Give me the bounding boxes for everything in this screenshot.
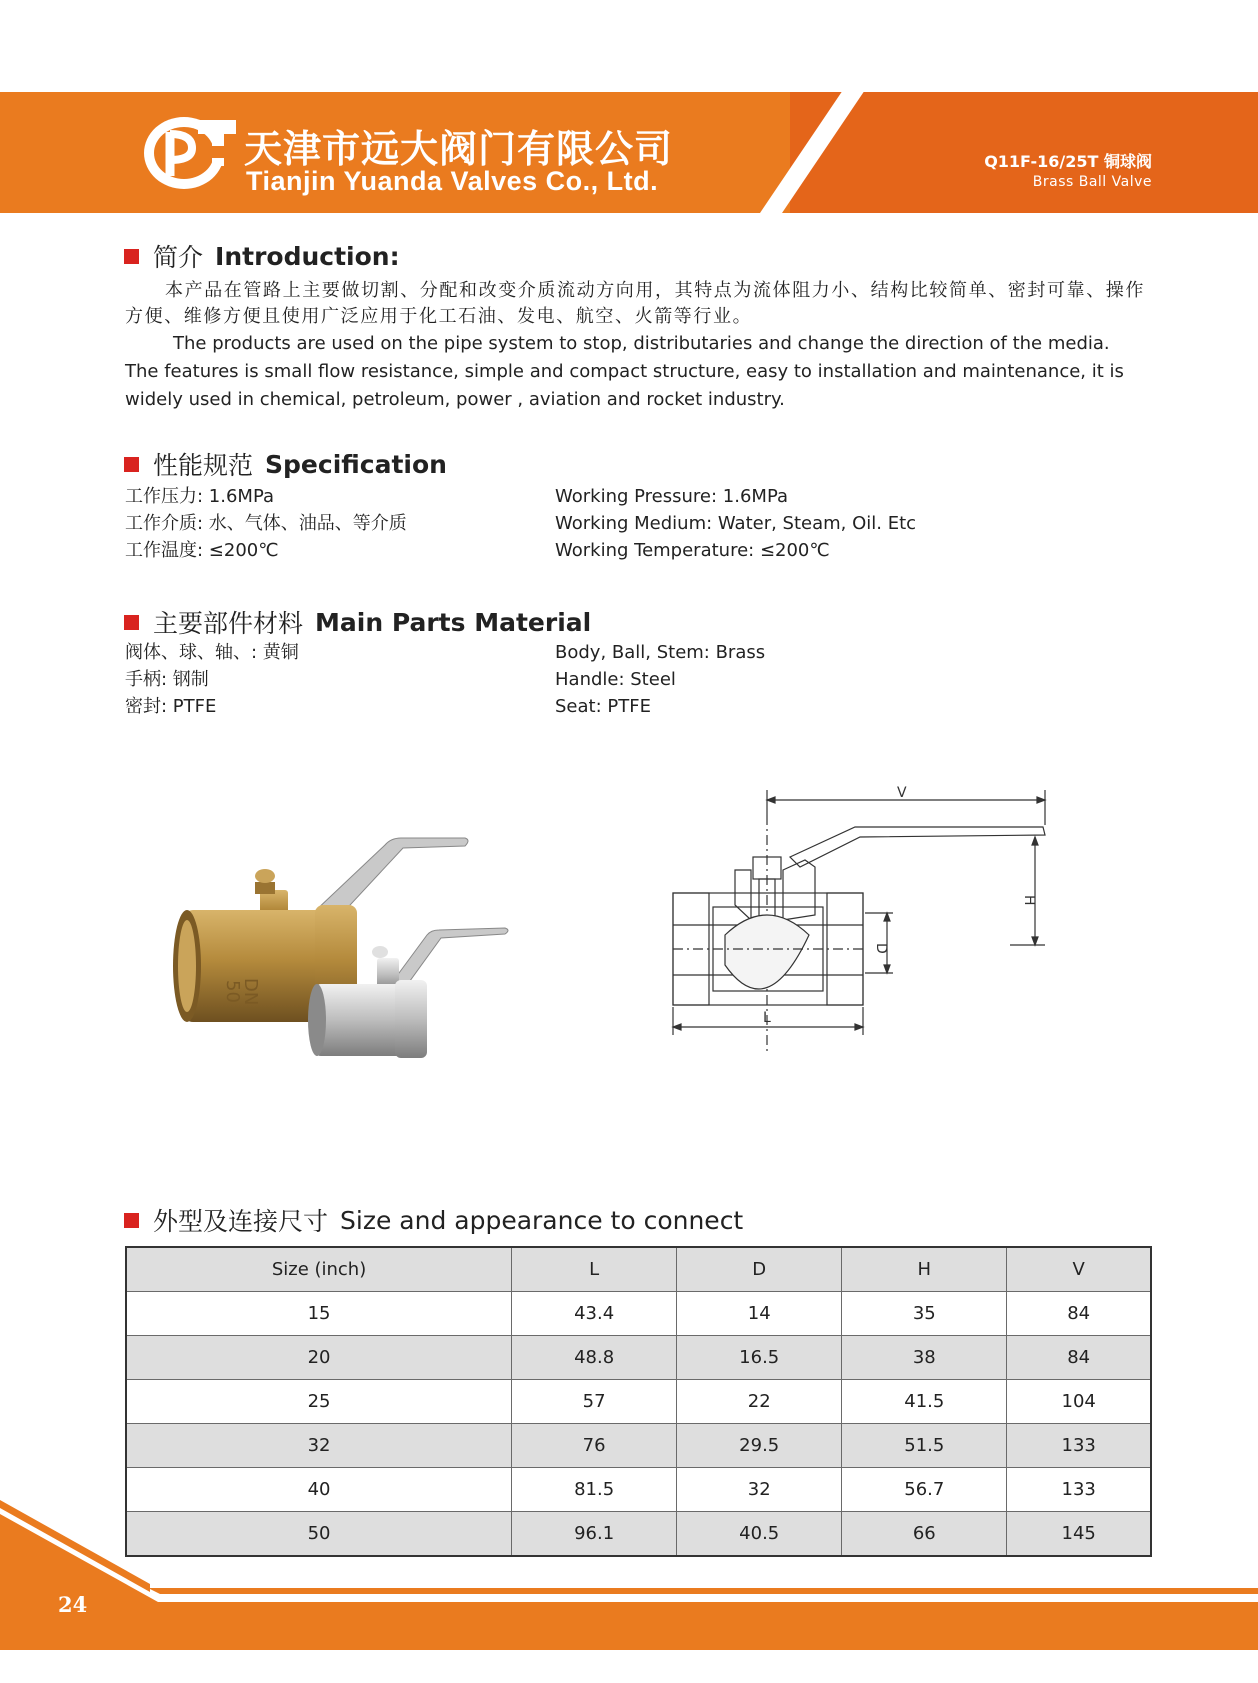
table-cell: 40 — [126, 1468, 512, 1512]
table-cell: 133 — [1007, 1468, 1151, 1512]
table-cell: 50 — [126, 1512, 512, 1557]
table-cell: 48.8 — [512, 1336, 677, 1380]
spec-heading — [124, 446, 447, 482]
column-header: V — [1007, 1247, 1151, 1292]
footer-band — [0, 1490, 1258, 1683]
table-cell: 133 — [1007, 1424, 1151, 1468]
spec-item: Working Medium: Water, Steam, Oil. Etc — [555, 513, 917, 534]
spec-item: 工作压力: 1.6MPa — [125, 486, 275, 507]
material-item: Handle: Steel — [555, 669, 676, 690]
table-cell: 56.7 — [842, 1468, 1007, 1512]
spec-heading-cn: 性能规范 — [153, 451, 254, 480]
material-item: 密封: PTFE — [125, 696, 217, 717]
column-header: Size (inch) — [126, 1247, 512, 1292]
column-header: D — [677, 1247, 842, 1292]
spec-item: Working Temperature: ≤200℃ — [555, 540, 830, 561]
table-cell: 32 — [126, 1424, 512, 1468]
table-cell: 43.4 — [512, 1292, 677, 1336]
table-cell: 66 — [842, 1512, 1007, 1557]
bullet-square-icon — [124, 615, 139, 630]
material-heading-cn: 主要部件材料 — [153, 609, 304, 638]
table-cell: 29.5 — [677, 1424, 842, 1468]
material-item: Body, Ball, Stem: Brass — [555, 642, 766, 663]
table-row — [126, 1336, 1151, 1380]
bullet-square-icon — [124, 457, 139, 472]
size-heading — [124, 1202, 743, 1238]
intro-heading-en: Introduction: — [215, 241, 400, 271]
table-cell: 38 — [842, 1336, 1007, 1380]
table-cell: 96.1 — [512, 1512, 677, 1557]
table-cell: 81.5 — [512, 1468, 677, 1512]
table-cell: 22 — [677, 1380, 842, 1424]
intro-heading-cn: 简介 — [153, 243, 204, 272]
dim-label-l: L — [763, 1010, 771, 1026]
table-cell: 51.5 — [842, 1424, 1007, 1468]
table-cell: 41.5 — [842, 1380, 1007, 1424]
table-cell: 32 — [677, 1468, 842, 1512]
photo-dn-mark: DN — [240, 978, 261, 1006]
spec-item: 工作温度: ≤200℃ — [125, 540, 279, 561]
material-item: 手柄: 钢制 — [125, 669, 209, 690]
technical-drawing — [665, 785, 1060, 1085]
table-cell: 145 — [1007, 1512, 1151, 1557]
dim-label-d: D — [873, 943, 889, 954]
material-item: Seat: PTFE — [555, 696, 651, 717]
company-logo-icon — [140, 112, 236, 194]
table-cell: 84 — [1007, 1336, 1151, 1380]
size-heading-en: Size and appearance to connect — [340, 1205, 744, 1235]
dim-label-h: H — [1021, 895, 1037, 906]
table-cell: 76 — [512, 1424, 677, 1468]
spec-list-en — [555, 483, 916, 564]
model-code: Q11F-16/25T 铜球阀 — [984, 152, 1152, 171]
bullet-square-icon — [124, 1213, 139, 1228]
header-banner — [0, 92, 1258, 213]
size-heading-cn: 外型及连接尺寸 — [153, 1207, 329, 1236]
material-heading — [124, 604, 591, 640]
company-name-cn: 天津市远大阀门有限公司 — [244, 127, 674, 171]
column-header: L — [512, 1247, 677, 1292]
bullet-square-icon — [124, 249, 139, 264]
table-cell: 20 — [126, 1336, 512, 1380]
table-cell: 25 — [126, 1380, 512, 1424]
photo-dn-size: 50 — [222, 980, 243, 1003]
table-cell: 40.5 — [677, 1512, 842, 1557]
product-photo — [165, 830, 555, 1060]
column-header: H — [842, 1247, 1007, 1292]
dim-label-v: V — [897, 785, 907, 801]
table-cell: 104 — [1007, 1380, 1151, 1424]
intro-heading — [124, 238, 400, 274]
table-cell: 16.5 — [677, 1336, 842, 1380]
material-list-en — [555, 639, 765, 720]
spec-heading-en: Specification — [265, 449, 447, 479]
table-cell: 15 — [126, 1292, 512, 1336]
material-heading-en: Main Parts Material — [315, 607, 592, 637]
spec-item: Working Pressure: 1.6MPa — [555, 486, 789, 507]
spec-list-cn — [125, 483, 407, 564]
table-cell: 84 — [1007, 1292, 1151, 1336]
table-cell: 35 — [842, 1292, 1007, 1336]
model-name: Brass Ball Valve — [1032, 174, 1152, 190]
table-cell: 14 — [677, 1292, 842, 1336]
table-row — [126, 1424, 1151, 1468]
model-label — [984, 149, 1152, 190]
company-name-en: Tianjin Yuanda Valves Co., Ltd. — [246, 166, 659, 196]
spec-item: 工作介质: 水、气体、油品、等介质 — [125, 513, 407, 534]
page-number: 24 — [58, 1592, 88, 1617]
intro-text-cn: 本产品在管路上主要做切割、分配和改变介质流动方向用，其特点为流体阻力小、结构比较简单、密封可靠、操作方便、维修方便且使用广泛应用于化工石油、发电、航空、火箭等行业。 — [125, 280, 1145, 327]
table-row — [126, 1380, 1151, 1424]
material-list-cn — [125, 639, 299, 720]
material-item: 阀体、球、轴、: 黄铜 — [125, 642, 299, 663]
intro-text-en: The products are used on the pipe system to stop, distributaries and change the direction of the media. The features is small flow resistance, simple and compact structure, easy to installation and maintenance, it is widely used in chemical, petroleum, power , aviation and rocket industry. — [125, 333, 1124, 410]
table-cell: 57 — [512, 1380, 677, 1424]
table-row — [126, 1292, 1151, 1336]
table-header-row — [126, 1247, 1151, 1292]
